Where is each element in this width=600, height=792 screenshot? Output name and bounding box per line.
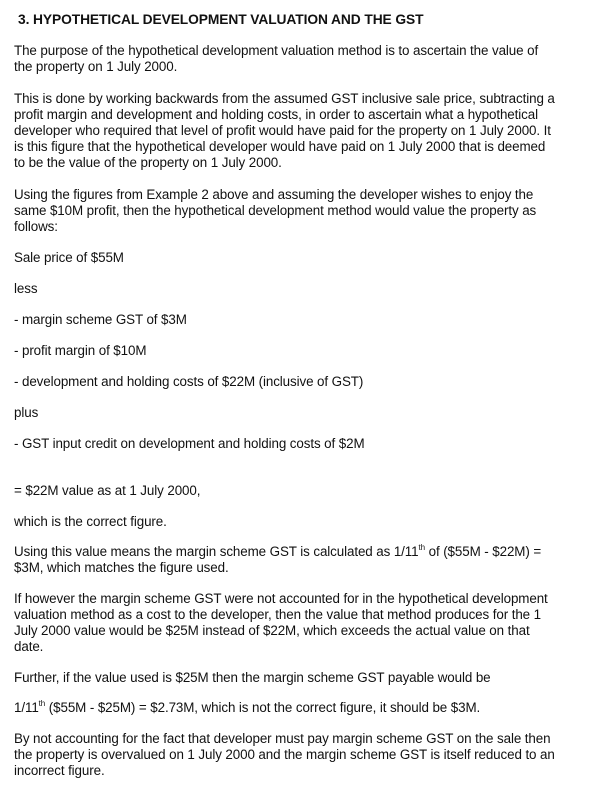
section-heading: 3. HYPOTHETICAL DEVELOPMENT VALUATION AND THE GST (18, 12, 424, 27)
paragraph-conclusion-line: incorrect figure. (14, 763, 105, 778)
paragraph-using-line (14, 544, 541, 560)
paragraph-however-line: valuation method as a cost to the developer, then the value that method produces for the 1 (14, 607, 541, 622)
less-item: - development and holding costs of $22M (inclusive of GST) (14, 374, 364, 389)
sale-price-line: Sale price of $55M (14, 250, 124, 265)
ordinal-suffix: th (38, 698, 46, 708)
paragraph-purpose-line: The purpose of the hypothetical development valuation method is to ascertain the value of (14, 43, 539, 58)
result-line: = $22M value as at 1 July 2000, (14, 483, 201, 498)
paragraph-further-line: Further, if the value used is $25M then the margin scheme GST payable would be (14, 670, 491, 685)
paragraph-however-line: If however the margin scheme GST were not accounted for in the hypothetical development (14, 591, 548, 606)
paragraph-calc-line (14, 700, 480, 716)
using-text-a: Using this value means the margin scheme GST is calculated as 1/11 (14, 544, 419, 559)
using-text-b: of ($55M - $22M) = (424, 544, 542, 559)
paragraph-method-line: to be the value of the property on 1 July 2000. (14, 155, 282, 170)
correct-figure-line: which is the correct figure. (14, 514, 167, 529)
paragraph-example-line: same $10M profit, then the hypothetical development method would value the property as (14, 203, 537, 218)
less-item: - profit margin of $10M (14, 343, 147, 358)
paragraph-conclusion-line: the property is overvalued on 1 July 2000 and the margin scheme GST is itself reduced to an (14, 747, 555, 762)
calc-text-b: ($55M - $25M) = $2.73M, which is not the correct figure, it should be $3M. (45, 700, 481, 715)
ordinal-suffix: th (418, 542, 425, 552)
less-label: less (14, 281, 38, 296)
less-item: - margin scheme GST of $3M (14, 312, 187, 327)
paragraph-method-line: profit margin and development and holding costs, in order to ascertain what a hypothetical (14, 107, 538, 122)
paragraph-example-line: Using the figures from Example 2 above and assuming the developer wishes to enjoy the (14, 187, 534, 202)
paragraph-method-line: developer who required that level of profit would have paid for the property on 1 July 2000. It (14, 123, 551, 138)
paragraph-purpose-line: the property on 1 July 2000. (14, 59, 178, 74)
calc-text-a: 1/11 (14, 700, 39, 715)
paragraph-however-line: date. (14, 639, 44, 654)
paragraph-using-line: $3M, which matches the figure used. (14, 560, 229, 575)
paragraph-conclusion-line: By not accounting for the fact that developer must pay margin scheme GST on the sale then (14, 731, 551, 746)
paragraph-method-line: This is done by working backwards from the assumed GST inclusive sale price, subtracting a (14, 91, 555, 106)
plus-item: - GST input credit on development and holding costs of $2M (14, 436, 365, 451)
paragraph-method-line: is this figure that the hypothetical developer would have paid on 1 July 2000 that is deemed (14, 139, 546, 154)
paragraph-however-line: July 2000 value would be $25M instead of $22M, which exceeds the actual value on that (14, 623, 530, 638)
paragraph-example-line: follows: (14, 219, 58, 234)
plus-label: plus (14, 405, 39, 420)
